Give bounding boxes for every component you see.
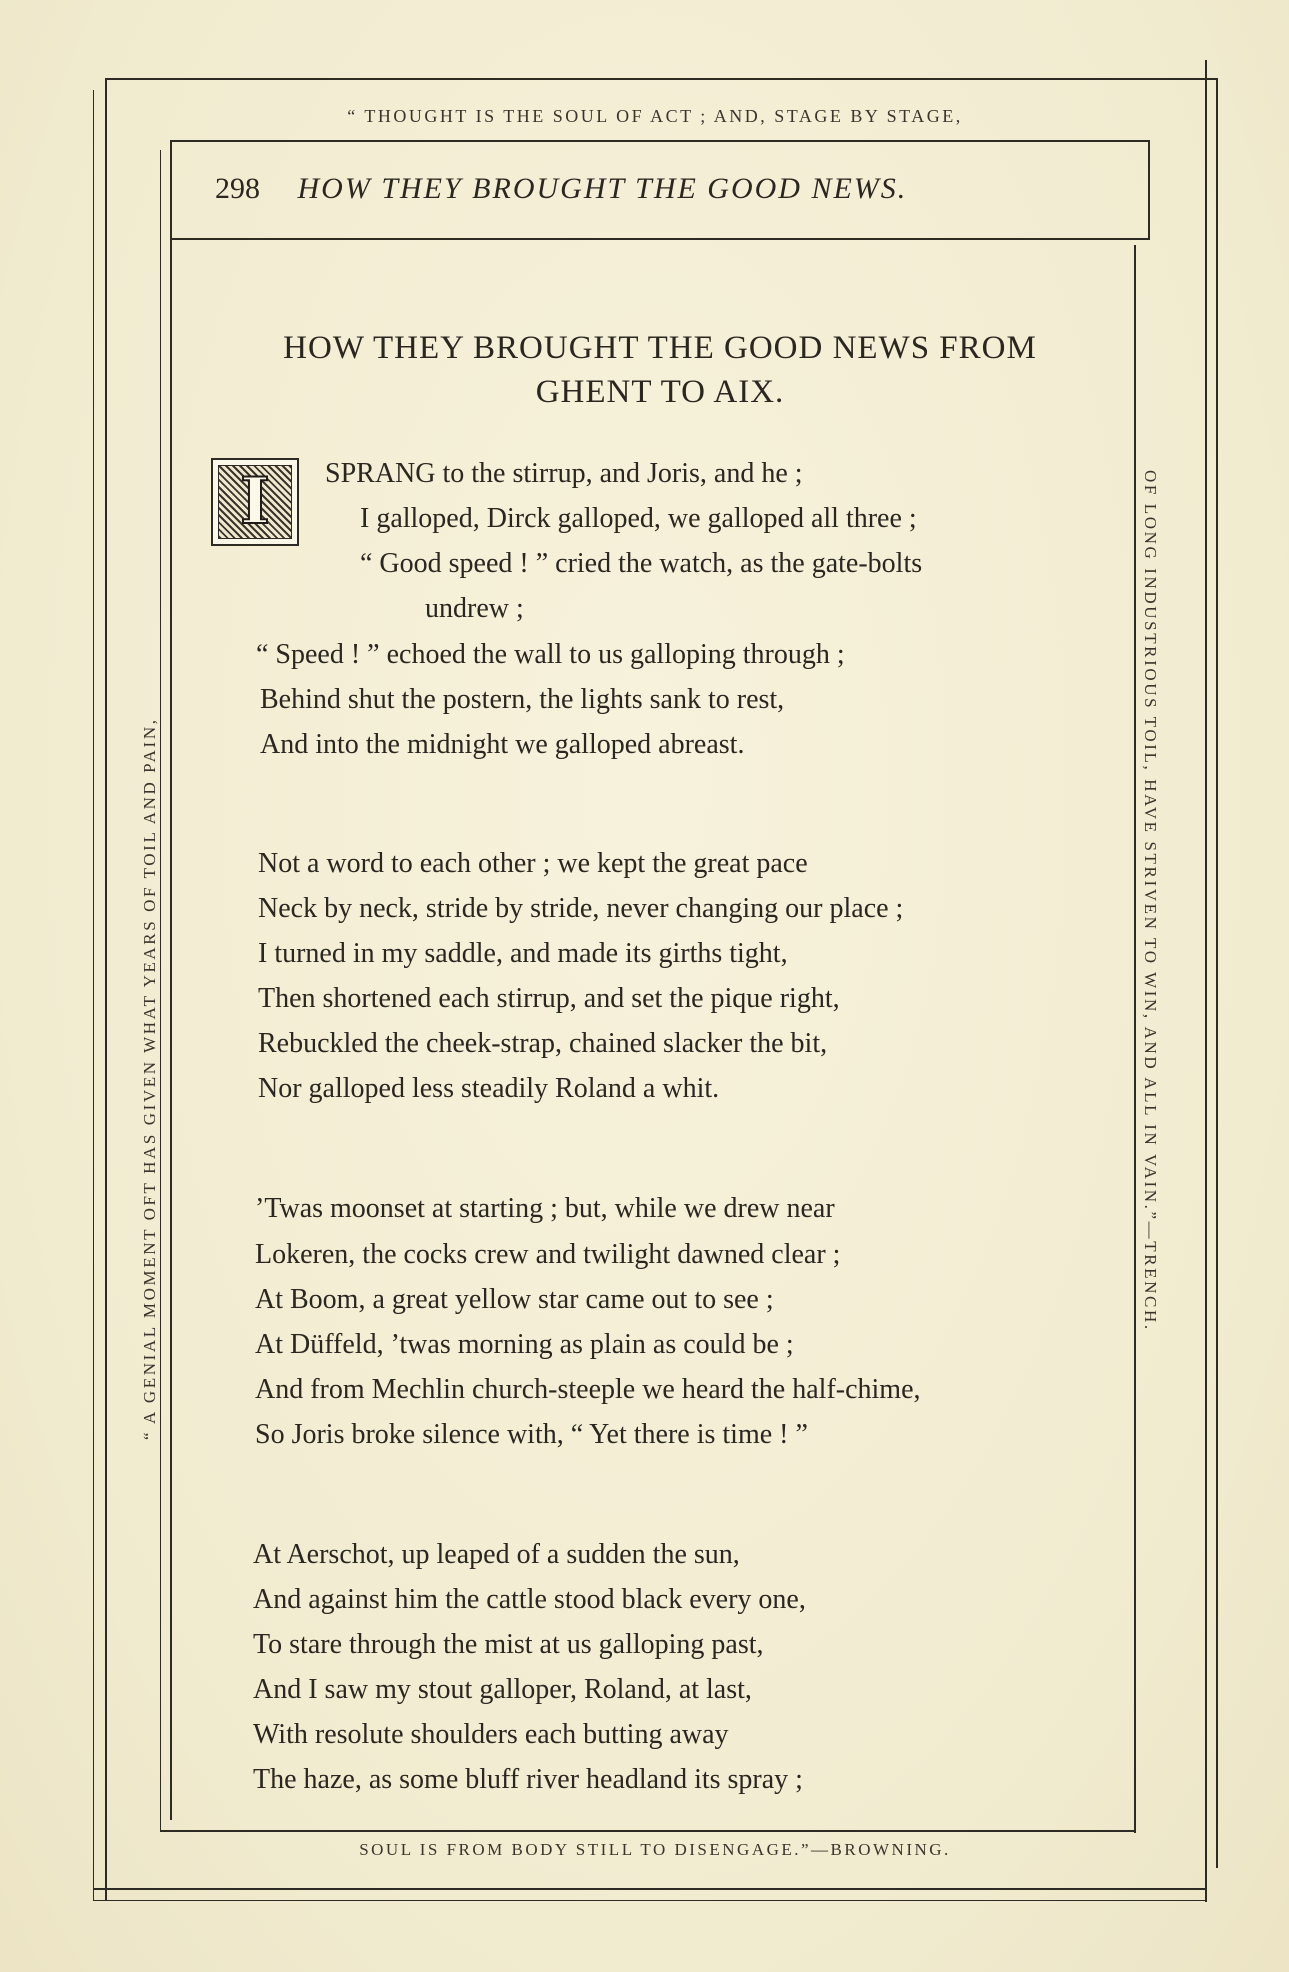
page-number: 298 bbox=[215, 172, 260, 205]
poem-line: At Boom, a great yellow star came out to see ; bbox=[255, 1284, 774, 1315]
running-head bbox=[215, 172, 907, 206]
poem-line: “ Speed ! ” echoed the wall to us galloping through ; bbox=[256, 639, 845, 670]
header-rule-right bbox=[1148, 140, 1150, 238]
frame-rule-top bbox=[105, 78, 1217, 80]
poem-line: And against him the cattle stood black every one, bbox=[253, 1584, 806, 1615]
poem-line: To stare through the mist at us galloping past, bbox=[253, 1629, 764, 1660]
poem-title bbox=[180, 326, 1140, 414]
poem-line: SPRANG to the stirrup, and Joris, and he ; bbox=[325, 458, 803, 489]
poem-line: Rebuckled the cheek-strap, chained slacker the bit, bbox=[258, 1028, 828, 1059]
poem-line: I turned in my saddle, and made its girths tight, bbox=[258, 938, 788, 969]
frame-rule-bottom-outer bbox=[93, 1900, 1205, 1901]
text-box-rule-bottom bbox=[160, 1830, 1136, 1832]
text-box-rule-left bbox=[170, 140, 172, 1820]
poem-title-line-2: GHENT TO AIX. bbox=[535, 374, 785, 410]
poem-line: “ Good speed ! ” cried the watch, as the gate-bolts bbox=[360, 548, 923, 579]
frame-rule-right bbox=[1205, 60, 1207, 1902]
poem-line: Not a word to each other ; we kept the great pace bbox=[258, 848, 808, 879]
motto-bottom: SOUL IS FROM BODY STILL TO DISENGAGE.”—BROWNING. bbox=[359, 1840, 951, 1859]
text-box-rule-right bbox=[1134, 245, 1136, 1833]
poem-line: Behind shut the postern, the lights sank to rest, bbox=[260, 684, 785, 715]
poem-line: So Joris broke silence with, “ Yet there is time ! ” bbox=[255, 1419, 808, 1450]
poem-line: With resolute shoulders each butting away bbox=[253, 1719, 729, 1750]
poem-line: Neck by neck, stride by stride, never changing our place ; bbox=[258, 893, 904, 924]
poem-line: Lokeren, the cocks crew and twilight dawned clear ; bbox=[255, 1239, 841, 1270]
poem-title-line-1: HOW THEY BROUGHT THE GOOD NEWS FROM bbox=[283, 330, 1037, 366]
ornamental-drop-cap bbox=[211, 458, 299, 546]
poem-line: Nor galloped less steadily Roland a whit. bbox=[258, 1073, 720, 1104]
frame-rule-right-outer bbox=[1216, 78, 1218, 1868]
poem-line: The haze, as some bluff river headland its spray ; bbox=[253, 1764, 803, 1795]
poem-line: At Aerschot, up leaped of a sudden the sun, bbox=[253, 1539, 740, 1570]
motto-top: “ THOUGHT IS THE SOUL OF ACT ; AND, STAGE BY STAGE, bbox=[347, 106, 963, 126]
header-rule bbox=[170, 238, 1150, 240]
text-box-rule-left-outer bbox=[160, 150, 161, 1830]
frame-rule-bottom bbox=[93, 1888, 1205, 1890]
frame-rule-left-outer bbox=[93, 90, 94, 1900]
poem-line: I galloped, Dirck galloped, we galloped all three ; bbox=[360, 503, 917, 534]
poem-line: Then shortened each stirrup, and set the pique right, bbox=[258, 983, 840, 1014]
poem-line: And I saw my stout galloper, Roland, at last, bbox=[253, 1674, 752, 1705]
poem-line: At Düffeld, ’twas morning as plain as could be ; bbox=[255, 1329, 794, 1360]
motto-left: “ A GENIAL MOMENT OFT HAS GIVEN WHAT YEARS OF TOIL AND PAIN, bbox=[140, 717, 159, 1440]
text-box-rule-top bbox=[170, 140, 1150, 142]
running-title: HOW THEY BROUGHT THE GOOD NEWS. bbox=[297, 172, 908, 205]
poem-line: And into the midnight we galloped abreast. bbox=[260, 729, 745, 760]
drop-cap-letter: I bbox=[240, 464, 270, 539]
frame-rule-left bbox=[105, 78, 107, 1900]
motto-right: OF LONG INDUSTRIOUS TOIL, HAVE STRIVEN TO WIN, AND ALL IN VAIN.”—TRENCH. bbox=[1141, 470, 1160, 1332]
poem-line: And from Mechlin church-steeple we heard the half-chime, bbox=[255, 1374, 921, 1405]
poem-line: ’Twas moonset at starting ; but, while we drew near bbox=[255, 1193, 835, 1224]
poem-line: undrew ; bbox=[425, 593, 524, 624]
